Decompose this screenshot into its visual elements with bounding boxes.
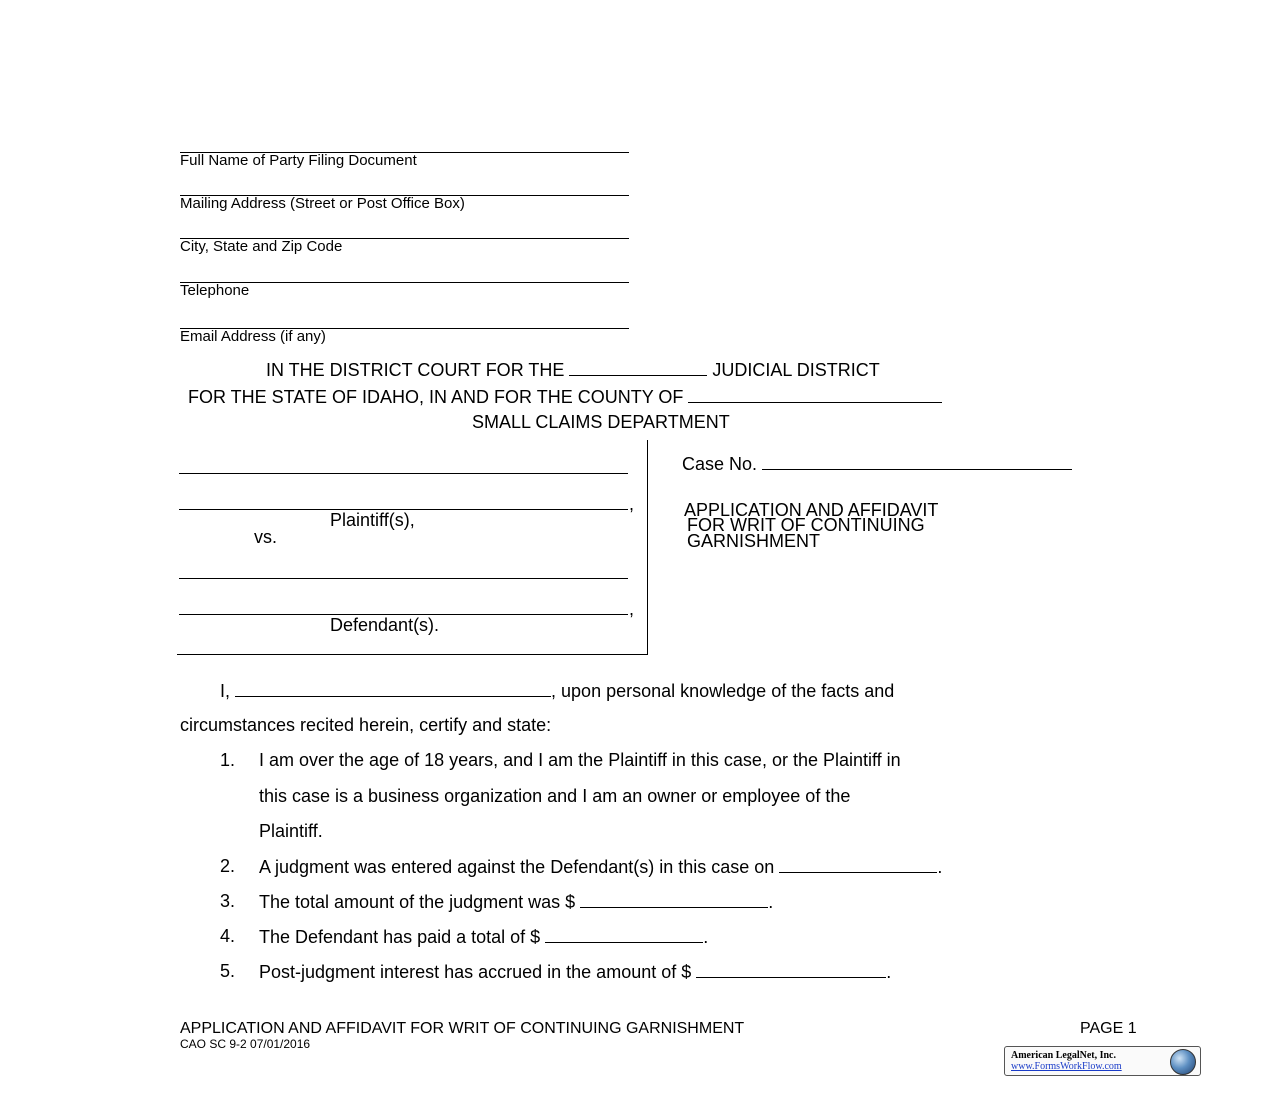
item-3-text: The total amount of the judgment was $ bbox=[259, 892, 576, 912]
mailing-address-label: Mailing Address (Street or Post Office Box) bbox=[180, 195, 465, 212]
vs-label: vs. bbox=[254, 527, 278, 547]
item-5-number: 5. bbox=[220, 961, 236, 981]
item-1-number: 1. bbox=[220, 750, 236, 770]
item-1-line1: I am over the age of 18 years, and I am the Plaintiff in this case, or the Plaintiff in bbox=[259, 750, 901, 770]
telephone-label: Telephone bbox=[180, 282, 250, 299]
item-4 bbox=[259, 926, 708, 948]
item-2-end: . bbox=[937, 857, 943, 877]
email-label: Email Address (if any) bbox=[180, 328, 326, 345]
interest-amount-blank[interactable] bbox=[696, 961, 886, 978]
item-3-number: 3. bbox=[220, 891, 236, 911]
american-legalnet-logo[interactable] bbox=[1004, 1046, 1201, 1076]
case-number bbox=[682, 453, 1072, 475]
court-header-line1-pre: IN THE DISTRICT COURT FOR THE bbox=[266, 360, 565, 380]
court-header-line1-post: JUDICIAL DISTRICT bbox=[712, 360, 880, 380]
court-header-line1 bbox=[266, 359, 880, 381]
affiant-name-blank[interactable] bbox=[235, 680, 551, 697]
intro-i: I, bbox=[220, 681, 231, 701]
intro-line-2: circumstances recited herein, certify and state: bbox=[180, 715, 552, 735]
full-name-label: Full Name of Party Filing Document bbox=[180, 152, 417, 169]
case-no-blank[interactable] bbox=[762, 453, 1072, 470]
defendant-comma: , bbox=[629, 599, 635, 619]
amount-paid-blank[interactable] bbox=[545, 926, 703, 943]
footer-title: APPLICATION AND AFFIDAVIT FOR WRIT OF CONTINUING GARNISHMENT bbox=[180, 1020, 745, 1037]
caption-divider-vertical bbox=[647, 440, 648, 655]
item-3-end: . bbox=[768, 892, 774, 912]
judgment-amount-blank[interactable] bbox=[580, 891, 768, 908]
item-5-end: . bbox=[886, 962, 892, 982]
intro-line-1 bbox=[220, 680, 894, 702]
item-1-line2: this case is a business organization and I am an owner or employee of the bbox=[259, 786, 851, 806]
court-header-line3: SMALL CLAIMS DEPARTMENT bbox=[472, 412, 730, 432]
doc-title-1: APPLICATION AND AFFIDAVIT bbox=[684, 500, 939, 520]
item-5 bbox=[259, 961, 891, 983]
logo-company-name: American LegalNet, Inc. bbox=[1011, 1050, 1116, 1061]
item-1-line3: Plaintiff. bbox=[259, 821, 323, 841]
footer-page: PAGE 1 bbox=[1080, 1020, 1137, 1037]
judicial-district-blank[interactable] bbox=[569, 359, 707, 376]
county-blank[interactable] bbox=[688, 386, 942, 403]
item-5-text: Post-judgment interest has accrued in the amount of $ bbox=[259, 962, 692, 982]
doc-title-2: FOR WRIT OF CONTINUING bbox=[687, 515, 925, 535]
item-3 bbox=[259, 891, 773, 913]
item-2 bbox=[259, 856, 942, 878]
logo-website-link[interactable]: www.FormsWorkFlow.com bbox=[1011, 1061, 1122, 1072]
caption-divider-bottom bbox=[177, 654, 648, 655]
item-4-text: The Defendant has paid a total of $ bbox=[259, 927, 541, 947]
doc-title-3: GARNISHMENT bbox=[687, 531, 821, 551]
city-state-zip-label: City, State and Zip Code bbox=[180, 238, 343, 255]
defendant-label: Defendant(s). bbox=[330, 615, 440, 635]
case-no-label: Case No. bbox=[682, 454, 758, 474]
plaintiff-comma: , bbox=[629, 494, 635, 514]
court-header-line2 bbox=[188, 386, 942, 408]
item-4-end: . bbox=[703, 927, 709, 947]
plaintiff-label: Plaintiff(s), bbox=[330, 510, 415, 530]
item-2-text: A judgment was entered against the Defendant(s) in this case on bbox=[259, 857, 775, 877]
intro-rest: , upon personal knowledge of the facts and bbox=[551, 681, 895, 701]
item-4-number: 4. bbox=[220, 926, 236, 946]
plaintiff-line-1[interactable] bbox=[179, 473, 628, 474]
footer-form-code: CAO SC 9-2 07/01/2016 bbox=[180, 1037, 311, 1051]
item-2-number: 2. bbox=[220, 856, 236, 876]
defendant-line-1[interactable] bbox=[179, 578, 628, 579]
judgment-date-blank[interactable] bbox=[779, 856, 937, 873]
globe-icon bbox=[1170, 1049, 1196, 1075]
court-header-line2-text: FOR THE STATE OF IDAHO, IN AND FOR THE COUNTY OF bbox=[188, 387, 684, 407]
